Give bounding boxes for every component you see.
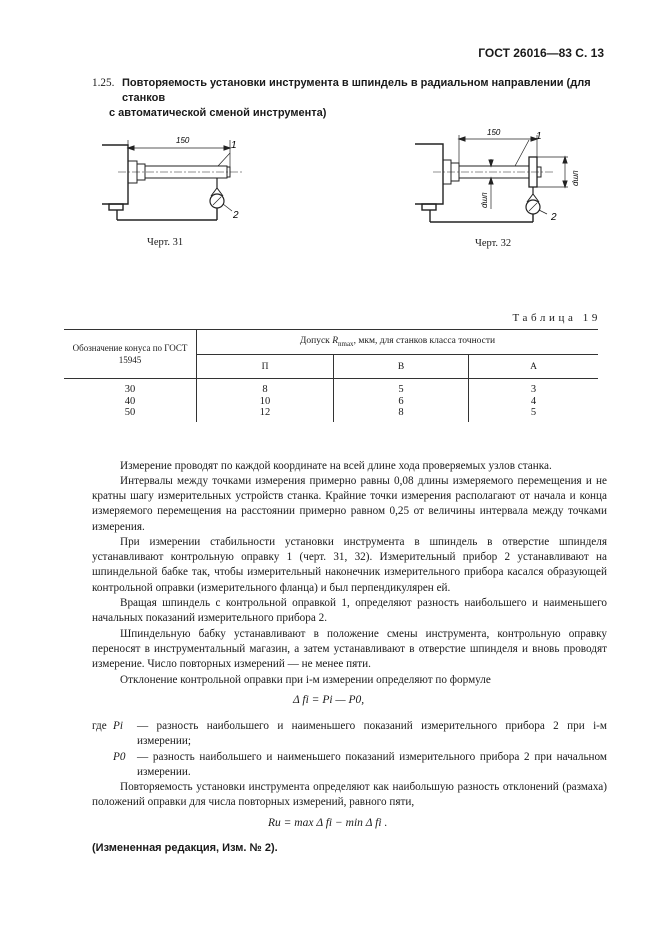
col-header-class-p: П: [197, 355, 334, 379]
formula-repeatability: Rи = max Δ fi − min Δ fi .: [268, 817, 388, 829]
table-caption: Таблица 19: [512, 312, 601, 324]
col-header-cone: Обозначение конуса по ГОСТ 15945: [64, 330, 197, 379]
col-header-class-a: А: [469, 355, 599, 379]
formula-deviation: Δ fi = Pi — P0,: [293, 694, 365, 706]
paragraph-2: Интервалы между точками измерения примерно равны 0,08 длины измеряемого перемещения и не кратны шагу измерительных устройств станка. Крайние точки измерения располагают от начала и конца измеряемого перемещения на расстоянии примерно равном 0,25 от величины интервала между точками измерения.: [92, 475, 607, 533]
f31-label-2: 2: [233, 210, 239, 221]
f32-dim-label: 150: [487, 128, 501, 137]
figure-32-caption: Черт. 32: [475, 238, 512, 249]
section-title-line1: Повторяемость установки инструмента в шпиндель в радиальном направлении (для станков: [122, 77, 591, 104]
f31-dim-label: 150: [176, 136, 190, 145]
section-title-line2: с автоматической сменой инструмента): [109, 107, 327, 119]
tolerance-table: [64, 329, 598, 422]
figure-32: [405, 124, 595, 244]
definition-2-text: — разность наибольшего и наименьшего показаний измерительного прибора 2 при начальном измерении.: [137, 751, 607, 779]
definition-2-symbol: P0: [113, 751, 126, 763]
paragraph-4: Вращая шпиндель с контрольной оправкой 1, определяют разность наибольшего и наименьшего начальных показаний измерительного прибора 2.: [92, 597, 607, 625]
paragraph-5: Шпиндельную бабку устанавливают в положение смены инструмента, контрольную оправку переносят в инструментальный магазин, а затем устанавливают в отверстие шпинделя и вновь проводят измерение. Число повторных измерений — не менее пяти.: [92, 628, 607, 671]
definition-1-symbol: Pi: [113, 720, 123, 732]
paragraph-1: Измерение проводят по каждой координате на всей длине хода проверяемых узлов станка.: [120, 460, 552, 472]
paragraph-6: Отклонение контрольной оправки при i-м измерении определяют по формуле: [120, 674, 491, 686]
f32-label-1: 1: [536, 131, 542, 142]
table-row: 50 12 8 5: [64, 407, 598, 422]
figure-31: [90, 128, 280, 254]
f31-label-1: 1: [231, 140, 237, 151]
table-row: 40 10 6 4: [64, 396, 598, 408]
paragraph-3: При измерении стабильности установки инструмента в шпиндель в отверстие шпинделя устанавливают контрольную оправку 1 (черт. 31, 32). Измерительный прибор 2 устанавливают на шпиндельной бабке так, чтобы измерительный наконечник измерительного прибора касался образующей контрольной оправки (измерительного фланца) и был перпендикулярен ей.: [92, 536, 607, 594]
f32-label-2: 2: [551, 212, 557, 223]
col-header-class-v: В: [334, 355, 469, 379]
section-number: 1.25.: [92, 77, 115, 89]
definition-where: где: [92, 720, 107, 732]
col-header-group: Допуск $R_{nmax}$, мкм, для станков класса точности: [197, 330, 599, 355]
section-title: [92, 76, 607, 121]
page-header: ГОСТ 26016—83 С. 13: [478, 46, 604, 60]
figure-31-caption: Черт. 31: [147, 237, 184, 248]
f32-d-flange-label: dшп: [571, 170, 580, 186]
amendment-note: (Измененная редакция, Изм. № 2).: [92, 842, 278, 854]
table-row: 30 8 5 3: [64, 379, 598, 396]
f32-d-shaft-label: dшп: [480, 192, 489, 208]
definition-1-text: — разность наибольшего и наименьшего показаний измерительного прибора 2 при i-м измерении;: [137, 720, 607, 748]
paragraph-7: Повторяемость установки инструмента определяют как наибольшую разность отклонений (размаха) положений оправки для числа повторных измерений, равного пяти,: [92, 781, 607, 809]
